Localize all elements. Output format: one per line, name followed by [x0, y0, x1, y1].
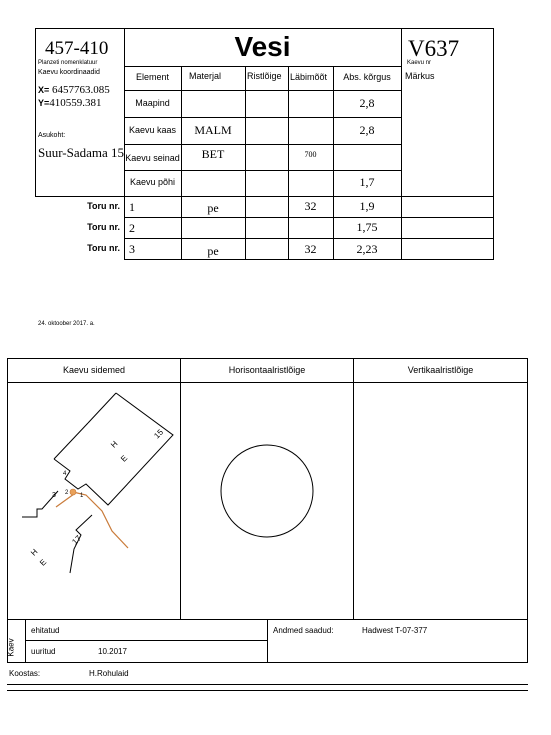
pipe-diameter: 32 [304, 242, 317, 256]
horizontal-section-drawing [181, 383, 353, 619]
data-source-value: Hadwest T-07-377 [362, 626, 428, 635]
sketch-label: 2 [65, 490, 69, 496]
row-material: BET [201, 147, 225, 161]
data-source-label: Andmed saadud: [273, 626, 334, 635]
surveyed-label: uuritud [31, 647, 56, 656]
sketch-label: 15 [152, 427, 166, 441]
col-cross-section: Ristlõige [247, 71, 282, 81]
well-number: V637 [408, 36, 460, 61]
y-coordinate: Y=410559.381 [38, 97, 102, 109]
surveyed-value: 10.2017 [98, 647, 127, 656]
row-material: MALM [194, 123, 232, 137]
row-element: Kaevu kaas [128, 125, 177, 135]
row-element: Maapind [135, 98, 170, 108]
building-wall [88, 393, 116, 423]
col-notes: Märkus [405, 71, 435, 81]
col-element: Element [135, 72, 170, 82]
compiler-label: Koostas: [9, 669, 41, 678]
pipe-nr: 2 [129, 221, 135, 235]
row-elevation: 2,8 [359, 96, 375, 110]
well-circle [221, 445, 313, 537]
col-diameter: Läbimõõt [290, 72, 328, 82]
pipe-material: pe [207, 244, 219, 258]
row-element: Kaevu põhi [129, 177, 176, 187]
sketch-label: 3 [52, 492, 56, 499]
pipe-elevation: 1,9 [359, 199, 375, 213]
pipe-nr: 3 [129, 242, 135, 256]
x-coordinate: X= 6457763.085 [38, 84, 110, 96]
row-elevation: 1,7 [359, 175, 375, 189]
building-wall [54, 423, 88, 459]
col-material: Materjal [189, 71, 222, 81]
connections-sketch [8, 383, 180, 619]
plan-number-label: Planzeti nomenklatuur [38, 60, 98, 66]
page-title: Vesi [234, 31, 291, 62]
location-value: Suur-Sadama 15 [38, 145, 125, 160]
location-label: Asukoht: [38, 132, 66, 139]
sketch-label: 1 [80, 493, 84, 499]
sketch-label: 4 [63, 471, 67, 477]
section-connections: Kaevu sidemed [62, 365, 126, 375]
well-number-label: Kaevu nr [407, 60, 432, 66]
row-element: Kaevu seinad [125, 153, 180, 163]
pipe-elevation: 2,23 [356, 242, 378, 256]
pipe-elevation: 1,75 [356, 220, 378, 234]
pipe-label: Toru nr. [87, 222, 120, 232]
coords-label: Kaevu koordinaadid [38, 69, 100, 76]
document-date: 24. oktoober 2017. a. [38, 321, 95, 327]
section-vertical: Vertikaalristlõige [407, 365, 474, 375]
pipe-label: Toru nr. [87, 243, 120, 253]
pipe-material: pe [207, 201, 219, 215]
sketch-label: H [29, 547, 40, 558]
section-horizontal: Horisontaalristlõige [228, 365, 306, 375]
col-elevation: Abs. kõrgus [343, 72, 391, 82]
compiler-value: H.Rohulaid [89, 669, 129, 678]
pipe-diameter: 32 [304, 199, 317, 213]
sketch-label: 17 [70, 533, 84, 547]
row-elevation: 2,8 [359, 123, 375, 137]
sketch-label: E [119, 453, 130, 464]
well-marker [70, 489, 76, 495]
sketch-label: H [109, 439, 120, 450]
plan-number: 457-410 [45, 38, 109, 59]
kaev-label: Kaev [6, 638, 16, 657]
pipe-label: Toru nr. [87, 201, 120, 211]
built-label: ehitatud [31, 626, 60, 635]
sketch-label: E [38, 557, 49, 568]
pipe-nr: 1 [129, 200, 135, 214]
row-diameter: 700 [304, 150, 317, 159]
